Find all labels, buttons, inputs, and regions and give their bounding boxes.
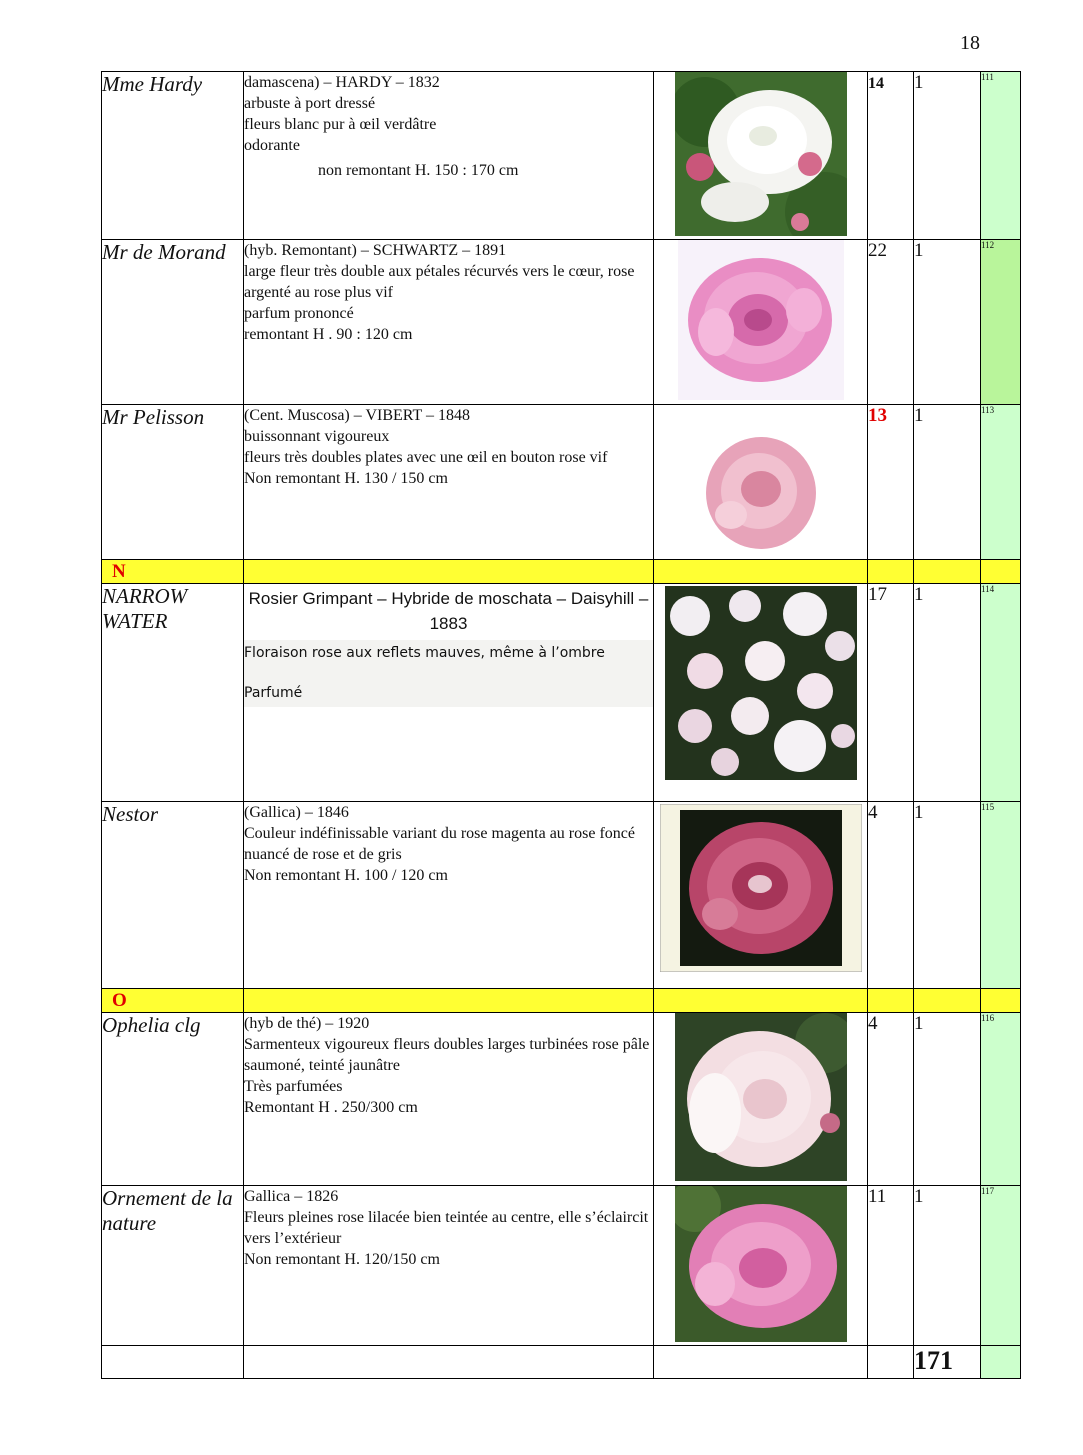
count: 1 [914, 72, 981, 240]
table-row [102, 1186, 1021, 1346]
rose-name: Ophelia clg [102, 1013, 244, 1186]
table-row [102, 72, 1021, 240]
quantity: 11 [868, 1186, 914, 1346]
count: 1 [914, 584, 981, 802]
count: 1 [914, 1186, 981, 1346]
page-number: 18 [960, 32, 980, 54]
rose-description: damascena) – HARDY – 1832 arbuste à port dressé fleurs blanc pur à œil verdâtre odorante non remontant H. 150 : 170 cm [244, 72, 654, 240]
rose-description: (hyb de thé) – 1920 Sarmenteux vigoureux fleurs doubles larges turbinées rose pâle saumoné, teinté jaunâtre Très parfumées Remontant H . 250/300 cm [244, 1013, 654, 1186]
quantity: 4 [868, 802, 914, 989]
letter-band [102, 989, 1021, 1013]
letter-band [102, 560, 1021, 584]
pink-rose-image [701, 405, 821, 555]
section-letter: N [102, 560, 244, 584]
rose-photo [654, 405, 868, 560]
rose-photo [654, 584, 868, 802]
table-row [102, 405, 1021, 560]
rose-photo [654, 802, 868, 989]
rose-name: Nestor [102, 802, 244, 989]
rose-description: Gallica – 1826 Fleurs pleines rose lilacée bien teintée au centre, elle s’éclaircit vers l’extérieur Non remontant H. 120/150 cm [244, 1186, 654, 1346]
count: 1 [914, 802, 981, 989]
magenta-rose-image [660, 804, 862, 972]
rose-name: Ornement de la nature [102, 1186, 244, 1346]
reference-number: 113 [981, 405, 1021, 560]
rose-description: (hyb. Remontant) – SCHWARTZ – 1891 large fleur très double aux pétales récurvés vers le cœur, rose argenté au rose plus vif parfum prononcé remontant H . 90 : 120 cm [244, 240, 654, 405]
total-row [102, 1346, 1021, 1379]
rose-photo [654, 240, 868, 405]
reference-number: 116 [981, 1013, 1021, 1186]
total-value: 171 [914, 1346, 981, 1379]
rose-photo [654, 1013, 868, 1186]
rose-catalog-table [101, 71, 1021, 1379]
white-rose-image [675, 72, 847, 236]
count: 1 [914, 1013, 981, 1186]
rose-name: Mr Pelisson [102, 405, 244, 560]
rose-title: Rosier Grimpant – Hybride de moschata – Daisyhill – 1883 [248, 589, 649, 633]
reference-number: 114 [981, 584, 1021, 802]
count: 1 [914, 240, 981, 405]
rose-name: NARROW WATER [102, 584, 244, 802]
rose-photo [654, 72, 868, 240]
table-row [102, 240, 1021, 405]
quantity: 14 [868, 72, 914, 240]
rose-description [244, 584, 654, 802]
quantity: 22 [868, 240, 914, 405]
reference-number: 111 [981, 72, 1021, 240]
pink-rose-image [678, 240, 844, 400]
rose-photo [654, 1186, 868, 1346]
reference-number: 115 [981, 802, 1021, 989]
table-row [102, 1013, 1021, 1186]
section-letter: O [102, 989, 244, 1013]
lilac-pink-rose-image [675, 1186, 847, 1342]
rose-description: (Cent. Muscosa) – VIBERT – 1848 buissonnant vigoureux fleurs très doubles plates avec une œil en bouton rose vif Non remontant H. 130 / 150 cm [244, 405, 654, 560]
quantity: 4 [868, 1013, 914, 1186]
reference-number: 112 [981, 240, 1021, 405]
quantity: 13 [868, 405, 914, 560]
climbing-rose-image [665, 586, 857, 780]
reference-number: 117 [981, 1186, 1021, 1346]
quantity: 17 [868, 584, 914, 802]
count: 1 [914, 405, 981, 560]
table-row [102, 584, 1021, 802]
rose-name: Mme Hardy [102, 72, 244, 240]
pale-pink-rose-image [675, 1013, 847, 1181]
rose-note: Floraison rose aux reflets mauves, même à l’ombre Parfumé [244, 640, 653, 707]
rose-description: (Gallica) – 1846 Couleur indéfinissable variant du rose magenta au rose foncé nuancé de rose et de gris Non remontant H. 100 / 120 cm [244, 802, 654, 989]
table-row [102, 802, 1021, 989]
rose-name: Mr de Morand [102, 240, 244, 405]
